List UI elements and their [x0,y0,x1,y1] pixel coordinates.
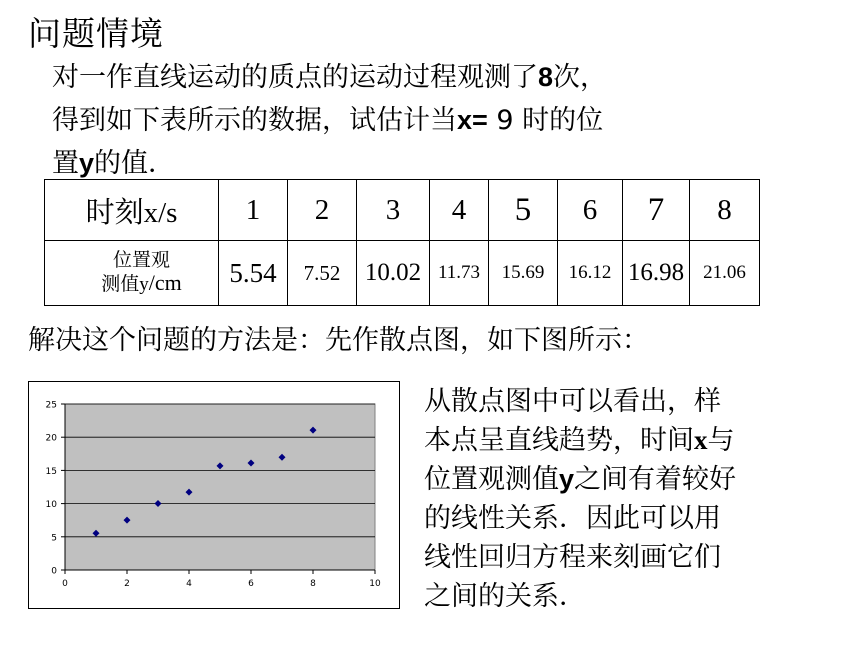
x-tick-label: 6 [248,579,254,589]
problem-statement [52,56,752,185]
position-cell: 11.73 [430,241,489,306]
time-row [45,180,760,241]
position-cell: 7.52 [288,241,357,306]
time-cell: 2 [288,180,357,241]
problem-count: 8 [538,62,554,92]
position-cell: 15.69 [489,241,558,306]
conclusion-line: 之间的关系． [424,581,586,612]
problem-variable-y: y [79,148,95,178]
problem-text: 置 [52,148,79,179]
position-cell: 21.06 [690,241,760,306]
y-tick-label: 0 [51,566,57,577]
scatter-plot-svg [29,382,399,608]
problem-text: 次， [553,62,608,93]
plot-area [65,404,375,570]
position-header-text: 测值y [101,274,149,295]
conclusion-line [424,421,844,460]
time-cell: 6 [558,180,623,241]
problem-x-value: 9 [487,105,523,136]
time-cell: 5 [489,180,558,241]
y-tick-label: 10 [45,500,57,511]
time-cell: 7 [623,180,690,241]
position-cell: 10.02 [357,241,430,306]
page-title: 问题情境 [28,14,164,53]
data-table [44,179,760,306]
conclusion-line: 的线性关系．因此可以用 [424,503,721,534]
problem-line-1 [52,56,752,99]
x-tick-label: 4 [186,579,192,589]
time-cell: 1 [219,180,288,241]
time-cell: 3 [357,180,430,241]
conclusion-text [424,382,844,616]
scatter-chart [28,381,400,609]
y-tick-label: 20 [45,433,57,444]
conclusion-text-part: 之间有着较好 [574,464,737,495]
problem-text: 时的位 [522,105,604,136]
conclusion-text-part: 与 [707,425,735,456]
problem-line-2 [52,99,752,142]
method-text: 解决这个问题的方法是：先作散点图，如下图所示： [28,325,649,356]
conclusion-text-part: 本点呈直线趋势，时间 [424,425,694,456]
x-tick-label: 0 [62,579,68,589]
x-tick-label: 10 [369,579,381,589]
position-header-line1: 位置观 [112,250,170,271]
conclusion-text-part: 位置观测值 [424,464,559,495]
position-unit: /cm [148,270,182,295]
time-cell: 4 [430,180,489,241]
y-tick-label: 5 [51,533,57,544]
position-header-line2 [65,272,218,296]
time-cell: 8 [690,180,760,241]
y-tick-label: 25 [45,400,57,411]
problem-variable-x: x= [457,105,488,135]
problem-text: 得到如下表所示的数据，试估计当 [52,105,457,136]
x-tick-label: 8 [310,579,316,589]
x-tick-label: 2 [124,579,130,589]
time-header: 时刻x/s [45,180,219,241]
position-cell: 16.12 [558,241,623,306]
conclusion-variable-y: y [559,464,575,494]
y-tick-label: 15 [45,466,57,477]
position-header [45,241,219,306]
conclusion-line [424,460,844,499]
position-row [45,241,760,306]
problem-text: 对一作直线运动的质点的运动过程观测了 [52,62,538,93]
position-cell: 5.54 [219,241,288,306]
position-cell: 16.98 [623,241,690,306]
conclusion-line: 从散点图中可以看出，样 [424,386,721,417]
problem-text: 的值． [94,148,176,179]
conclusion-variable-x: x [694,425,708,455]
conclusion-line: 线性回归方程来刻画它们 [424,542,721,573]
